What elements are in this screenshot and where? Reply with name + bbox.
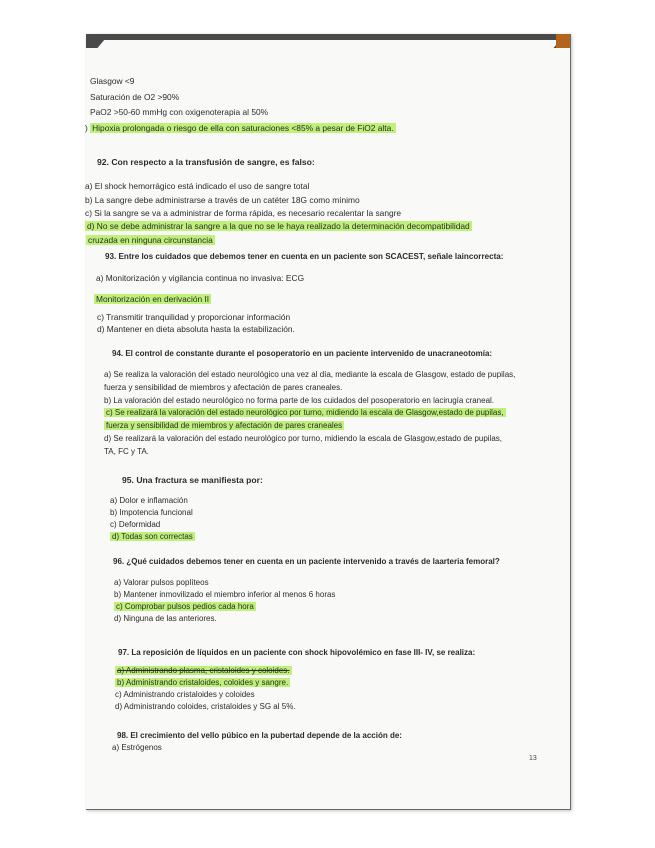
q93-title: 93. Entre los cuidados que debemos tener en cuenta en un paciente son SCACEST, señale laincorrecta:: [105, 252, 504, 261]
q96-option-c: [114, 602, 256, 612]
q92-option-a: a) El shock hemorrágico está indicado el uso de sangre total: [85, 181, 310, 191]
prev-answer-text: Hipoxia prolongada o riesgo de ella con saturaciones <85% a pesar de FiO2 alta.: [92, 123, 394, 133]
q94-option-a-line2: fuerza y sensibilidad de miembros y afectación de pares craneales.: [104, 383, 343, 392]
q93-option-d: d) Mantener en dieta absoluta hasta la estabilización.: [97, 324, 295, 334]
q93-option-a: a) Monitorización y vigilancia continua no invasiva: ECG: [96, 273, 305, 283]
q95-title: 95. Una fractura se manifiesta por:: [122, 475, 263, 485]
prev-line-2: Saturación de O2 >90%: [90, 92, 180, 102]
q98-title: 98. El crecimiento del vello púbico en la pubertad depende de la acción de:: [117, 731, 402, 740]
q92-option-d-line1: d) No se debe administrar la sangre a la que no se le haya realizado la determinación decompatibilidad: [87, 221, 470, 231]
q95-option-d: [110, 532, 195, 542]
q95-option-a: a) Dolor e inflamación: [110, 496, 188, 505]
q95-option-b: b) Impotencia funcional: [110, 508, 193, 517]
q96-option-d: d) Ninguna de las anteriores.: [114, 614, 217, 623]
q92-option-d-cont: [86, 235, 215, 245]
q94-option-c: [104, 408, 506, 418]
q96-option-b: b) Mantener inmovilizado el miembro inferior al menos 6 horas: [114, 590, 336, 599]
q97-title: 97. La reposición de líquidos en un paciente con shock hipovolémico en fase III- IV, se realiza:: [118, 648, 476, 657]
q94-option-b: b) La valoración del estado neurológico no forma parte de los cuidados del posoperatorio en lacirugía craneal.: [104, 396, 495, 405]
q94-option-c-line1: c) Se realizará la valoración del estado neurológico por turno, midiendo la escala de Glasgow,estado de pupilas,: [106, 408, 504, 417]
q97-option-a-text: a) Administrando plasma, cristaloides y coloides.: [117, 666, 290, 675]
q95-option-c: c) Deformidad: [110, 520, 161, 529]
page-number: 13: [529, 755, 537, 762]
q96-option-c-text: c) Comprobar pulsos pedios cada hora: [116, 602, 254, 611]
corner-tab: [556, 34, 570, 48]
q92-option-c: c) Si la sangre se va a administrar de forma rápida, es necesario recalentar la sangre: [85, 208, 402, 218]
q97-option-b: [115, 678, 290, 688]
q93-option-c: c) Transmitir tranquilidad y proporcionar información: [97, 312, 291, 322]
q97-option-a: [115, 666, 292, 676]
page-fold: [96, 40, 560, 50]
q92-title: 92. Con respecto a la transfusión de sangre, es falso:: [97, 157, 315, 167]
q96-option-a: a) Valorar pulsos poplíteos: [114, 578, 209, 587]
q94-option-d-line1: d) Se realizará la valoración del estado neurológico por turno, midiendo la escala de Glasgow,estado de pupilas,: [104, 434, 503, 443]
q93-option-b: [94, 294, 211, 304]
prev-line-1: Glasgow <9: [90, 76, 135, 86]
prev-line-3: PaO2 >50-60 mmHg con oxigenoterapia al 50%: [90, 107, 269, 117]
prev-answer: [85, 123, 396, 133]
q92-option-d-line2: cruzada en ninguna circunstancia: [88, 235, 213, 245]
q94-option-c-line2: fuerza y sensibilidad de miembros y afectación de pares craneales: [106, 421, 343, 430]
q96-title: 96. ¿Qué cuidados debemos tener en cuenta en un paciente intervenido a través de laarteria femoral?: [113, 557, 500, 566]
prev-answer-prefix: ): [85, 123, 88, 133]
q97-option-b-text: b) Administrando cristaloides, coloides y sangre.: [117, 678, 289, 687]
q97-option-d: d) Administrando coloides, cristaloides y SG al 5%.: [115, 702, 296, 711]
q98-option-a: a) Estrógenos: [112, 743, 162, 752]
q94-option-c-cont: [104, 421, 344, 431]
q97-option-c: c) Administrando cristaloides y coloides: [115, 690, 255, 699]
q94-option-d-line2: TA, FC y TA.: [104, 447, 149, 456]
q93-option-b-text: Monitorización en derivación II: [96, 294, 210, 304]
q92-option-d: [85, 221, 472, 231]
q95-option-d-text: d) Todas son correctas: [112, 532, 193, 541]
q92-option-b: b) La sangre debe administrarse a través de un catéter 18G como mínimo: [85, 195, 360, 205]
q94-option-a-line1: a) Se realiza la valoración del estado neurológico una vez al día, mediante la escala de Glasgow, estado de pupilas,: [104, 370, 516, 379]
q94-title: 94. El control de constante durante el posoperatorio en un paciente intervenido de unacraneotomía:: [112, 349, 493, 358]
